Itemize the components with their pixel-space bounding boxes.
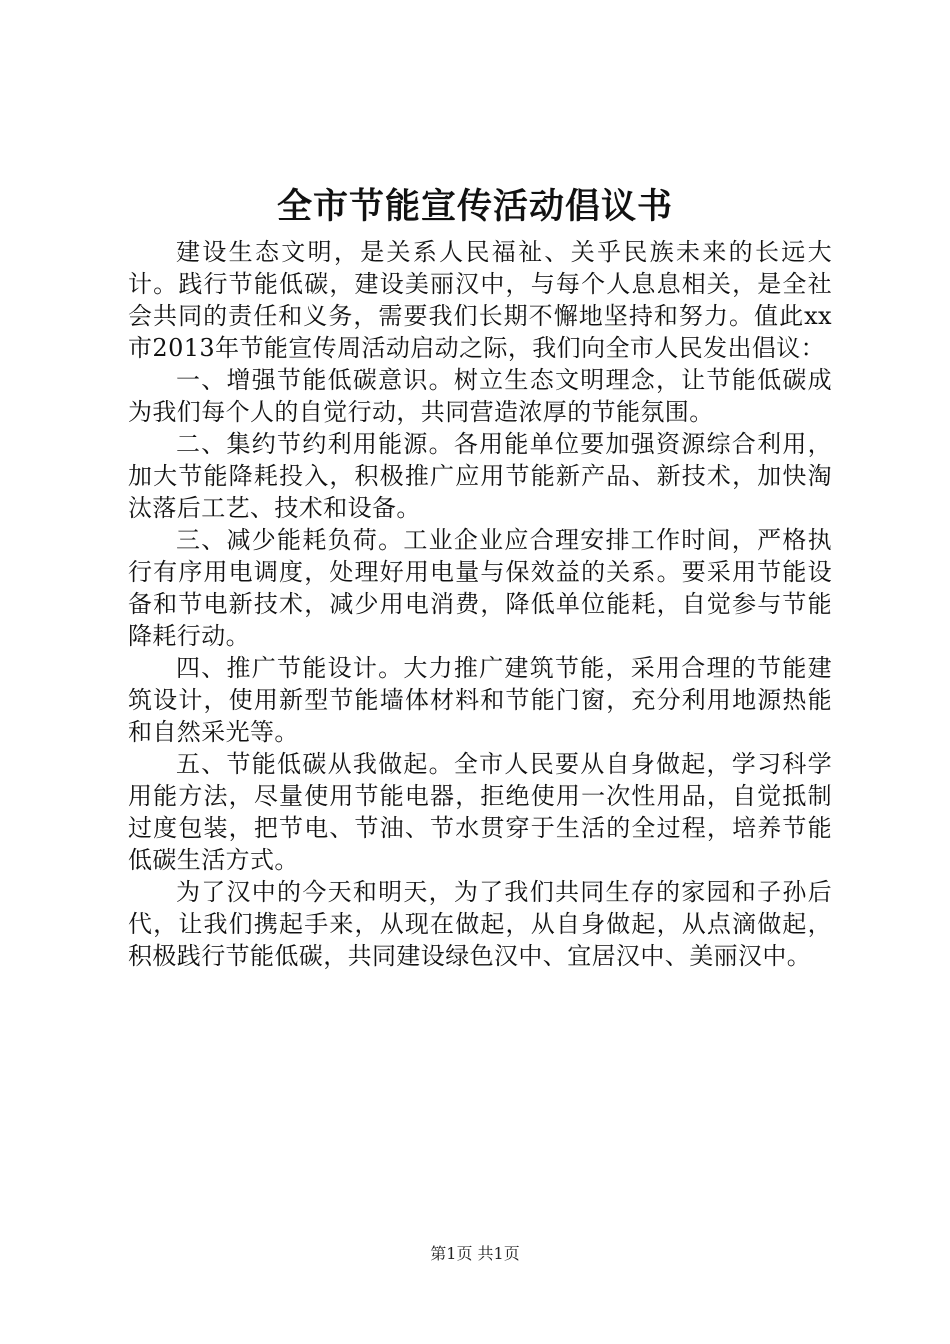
paragraph-item-4: 四、推广节能设计。大力推广建筑节能，采用合理的节能建筑设计，使用新型节能墙体材料和节能门窗，充分利用地源热能和自然采光等。: [128, 654, 832, 746]
page-number-footer: 第1页 共1页: [430, 1244, 520, 1263]
document-body: [128, 236, 832, 972]
paragraph-item-1: 一、增强节能低碳意识。树立生态文明理念，让节能低碳成为我们每个人的自觉行动，共同营造浓厚的节能氛围。: [128, 366, 832, 426]
paragraph-item-3: 三、减少能耗负荷。工业企业应合理安排工作时间，严格执行有序用电调度，处理好用电量与保效益的关系。要采用节能设备和节电新技术，减少用电消费，降低单位能耗，自觉参与节能降耗行动。: [128, 526, 832, 650]
paragraph-intro: 建设生态文明，是关系人民福祉、关乎民族未来的长远大计。践行节能低碳，建设美丽汉中，与每个人息息相关，是全社会共同的责任和义务，需要我们长期不懈地坚持和努力。值此xx市2013年节能宣传周活动启动之际，我们向全市人民发出倡议：: [128, 238, 832, 362]
paragraph-closing: 为了汉中的今天和明天，为了我们共同生存的家园和子孙后代，让我们携起手来，从现在做起，从自身做起，从点滴做起，积极践行节能低碳，共同建设绿色汉中、宜居汉中、美丽汉中。: [128, 878, 832, 970]
paragraph-item-2: 二、集约节约利用能源。各用能单位要加强资源综合利用，加大节能降耗投入，积极推广应用节能新产品、新技术，加快淘汰落后工艺、技术和设备。: [128, 430, 832, 522]
document-title: 全市节能宣传活动倡议书: [276, 186, 673, 227]
paragraph-item-5: 五、节能低碳从我做起。全市人民要从自身做起，学习科学用能方法，尽量使用节能电器，拒绝使用一次性用品，自觉抵制过度包装，把节电、节油、节水贯穿于生活的全过程，培养节能低碳生活方式。: [128, 750, 832, 874]
